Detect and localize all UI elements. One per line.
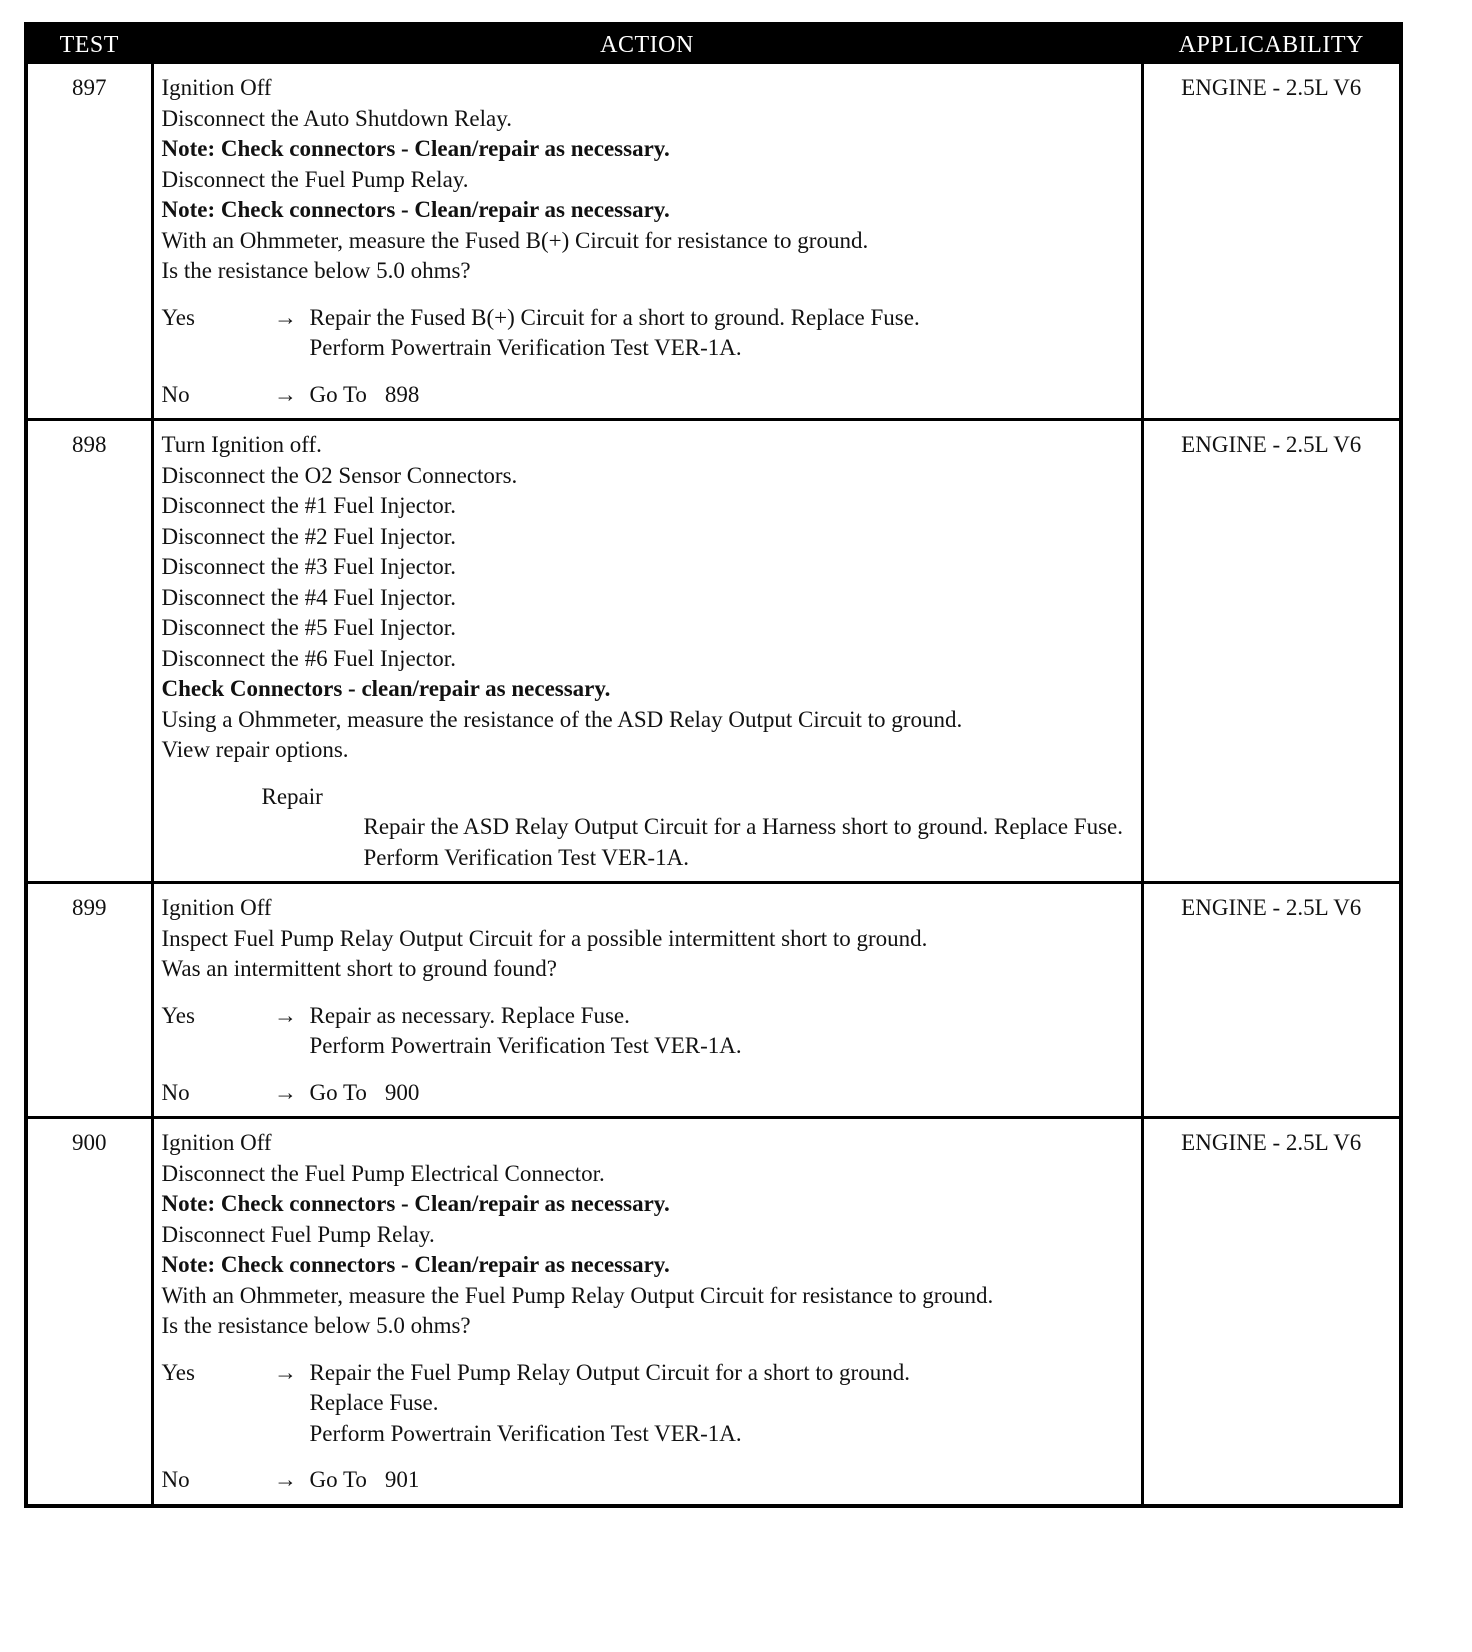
applicability-cell: ENGINE - 2.5L V6 xyxy=(1181,75,1362,100)
yes-label: Yes xyxy=(161,304,195,330)
result-line: Replace Fuse. xyxy=(309,1390,439,1415)
yes-result xyxy=(310,1358,1135,1450)
action-line: Disconnect Fuel Pump Relay. xyxy=(161,1221,435,1247)
action-line: Ignition Off xyxy=(161,75,272,100)
no-label: No xyxy=(161,1467,190,1492)
yes-label: Yes xyxy=(161,1359,195,1385)
action-line: Inspect Fuel Pump Relay Output Circuit for a possible intermittent short to ground. xyxy=(161,925,928,951)
action-line: With an Ohmmeter, measure the Fuel Pump Relay Output Circuit for resistance to ground. xyxy=(161,1282,994,1308)
note-line: Note: Check connectors - Clean/repair as necessary. xyxy=(161,197,670,222)
note-line: Note: Check connectors - Clean/repair as necessary. xyxy=(161,1252,670,1277)
question-line: Is the resistance below 5.0 ohms? xyxy=(161,258,471,283)
goto-link[interactable] xyxy=(310,1078,1135,1109)
header-applicability: APPLICABILITY xyxy=(1142,26,1399,64)
yes-branch xyxy=(162,303,1135,364)
result-line: Repair the Fuel Pump Relay Output Circuit for a short to ground. xyxy=(309,1359,910,1385)
applicability-cell: ENGINE - 2.5L V6 xyxy=(1142,420,1399,883)
yes-branch xyxy=(162,1001,1135,1062)
action-line: With an Ohmmeter, measure the Fused B(+) Circuit for resistance to ground. xyxy=(161,227,869,253)
test-number: 898 xyxy=(28,420,152,883)
yes-branch xyxy=(162,1358,1135,1450)
result-line: Repair the Fused B(+) Circuit for a short to ground. Replace Fuse. xyxy=(309,304,920,330)
test-number: 900 xyxy=(28,1118,152,1504)
action-line: Disconnect the #6 Fuel Injector. xyxy=(161,645,456,671)
yes-result xyxy=(310,303,1135,364)
no-branch xyxy=(162,380,1135,411)
yes-result xyxy=(310,1001,1135,1062)
result-line: Repair as necessary. Replace Fuse. xyxy=(309,1002,630,1028)
action-line: Disconnect the #2 Fuel Injector. xyxy=(161,523,456,549)
action-cell xyxy=(152,883,1142,1118)
action-line: Disconnect the Fuel Pump Relay. xyxy=(161,166,469,192)
action-cell xyxy=(152,1118,1142,1504)
branch-options xyxy=(162,1358,1135,1496)
repair-label: Repair xyxy=(261,783,323,809)
applicability-cell: ENGINE - 2.5L V6 xyxy=(1142,1118,1399,1504)
result-line: Repair the ASD Relay Output Circuit for a Harness short to ground. Replace Fuse. xyxy=(363,814,1123,839)
repair-text xyxy=(162,812,1135,873)
result-line: Perform Powertrain Verification Test VER-1A. xyxy=(309,1420,742,1446)
arrow-icon: → xyxy=(274,1359,297,1385)
arrow-icon: → xyxy=(274,1467,297,1492)
table-row xyxy=(28,64,1399,420)
action-cell xyxy=(152,420,1142,883)
no-label: No xyxy=(161,381,190,407)
action-line: Disconnect the #3 Fuel Injector. xyxy=(161,554,456,579)
no-label: No xyxy=(161,1079,190,1105)
action-line: Ignition Off xyxy=(161,1130,272,1155)
arrow-icon: → xyxy=(274,381,297,407)
action-line: Disconnect the Fuel Pump Electrical Connector. xyxy=(161,1160,605,1186)
note-line: Note: Check connectors - Clean/repair as necessary. xyxy=(161,1191,670,1216)
table-row xyxy=(28,1118,1399,1504)
action-cell xyxy=(152,64,1142,420)
yes-label: Yes xyxy=(161,1002,195,1028)
table-row xyxy=(28,420,1399,883)
action-line: Disconnect the O2 Sensor Connectors. xyxy=(161,462,518,488)
applicability-cell: ENGINE - 2.5L V6 xyxy=(1142,883,1399,1118)
action-line: Turn Ignition off. xyxy=(161,432,322,457)
goto-link[interactable] xyxy=(310,1465,1135,1496)
action-line: Disconnect the #5 Fuel Injector. xyxy=(161,615,456,640)
test-number: 897 xyxy=(28,64,152,420)
diagnostic-test-table xyxy=(24,22,1403,1508)
goto-label: Go To xyxy=(309,381,367,407)
result-line: Perform Verification Test VER-1A. xyxy=(363,844,689,870)
header-row xyxy=(28,26,1399,64)
header-action: ACTION xyxy=(152,26,1142,64)
arrow-icon: → xyxy=(274,304,297,330)
arrow-icon: → xyxy=(274,1002,297,1028)
action-line: Ignition Off xyxy=(161,895,272,920)
branch-options xyxy=(162,1001,1135,1109)
no-branch xyxy=(162,1465,1135,1496)
note-line: Note: Check connectors - Clean/repair as necessary. xyxy=(161,136,670,161)
question-line: Is the resistance below 5.0 ohms? xyxy=(161,1313,471,1338)
header-test: TEST xyxy=(28,26,152,64)
action-line: Disconnect the Auto Shutdown Relay. xyxy=(161,105,512,131)
note-line: Check Connectors - clean/repair as necessary. xyxy=(161,676,611,701)
action-line: Disconnect the #1 Fuel Injector. xyxy=(161,493,456,518)
test-number: 899 xyxy=(28,883,152,1118)
goto-link[interactable] xyxy=(310,380,1135,411)
arrow-icon: → xyxy=(274,1079,297,1105)
table-row xyxy=(28,883,1399,1118)
result-line: Perform Powertrain Verification Test VER-1A. xyxy=(309,1033,742,1058)
branch-options xyxy=(162,303,1135,411)
action-line: View repair options. xyxy=(161,737,349,762)
goto-target: 900 xyxy=(384,1079,420,1105)
goto-label: Go To xyxy=(309,1079,367,1105)
goto-label: Go To xyxy=(309,1467,367,1492)
goto-target: 901 xyxy=(384,1467,420,1492)
goto-target: 898 xyxy=(384,381,420,407)
result-line: Perform Powertrain Verification Test VER-1A. xyxy=(309,335,742,360)
action-line: Using a Ohmmeter, measure the resistance of the ASD Relay Output Circuit to ground. xyxy=(161,706,963,732)
test-table xyxy=(28,26,1399,1504)
action-line: Disconnect the #4 Fuel Injector. xyxy=(161,584,456,610)
question-line: Was an intermittent short to ground found? xyxy=(161,956,557,981)
no-branch xyxy=(162,1078,1135,1109)
